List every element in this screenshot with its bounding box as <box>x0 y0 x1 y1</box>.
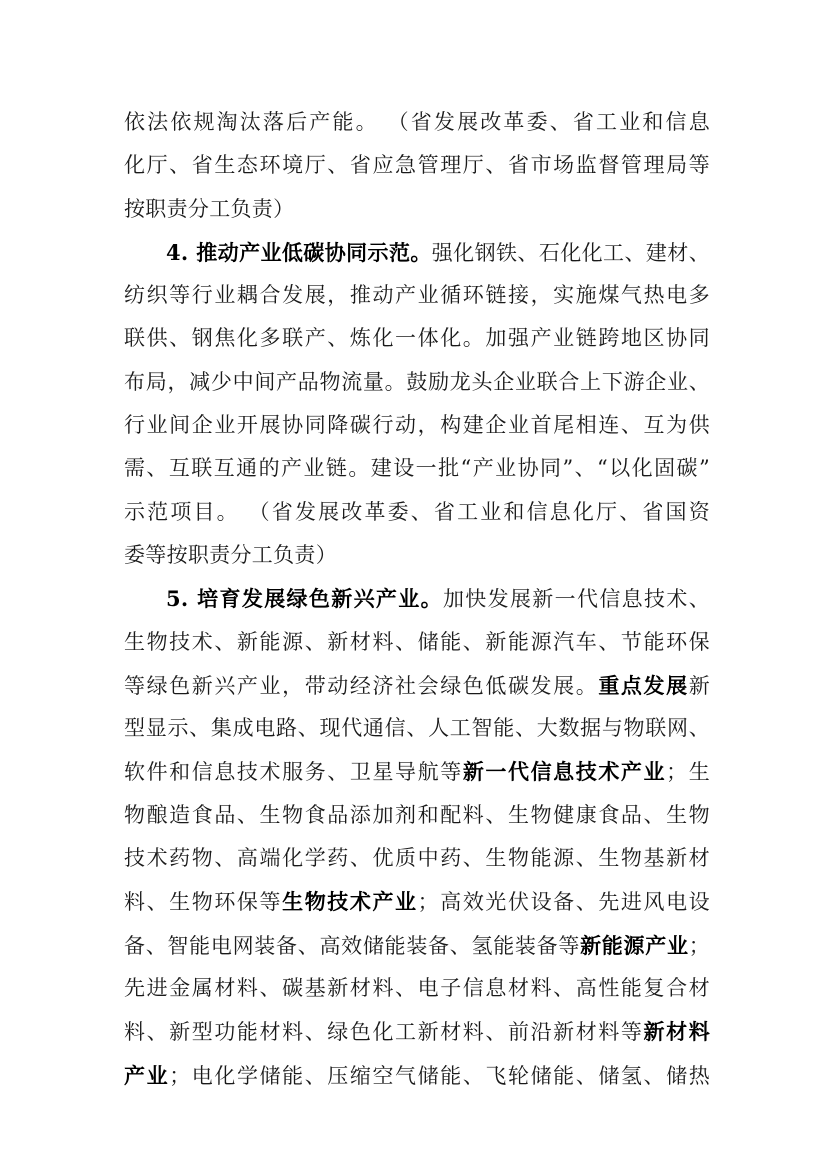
text-line <box>124 707 710 750</box>
text-segment: 纺织等行业耦合发展，推动产业循环链接，实施煤气热电多 <box>124 283 710 308</box>
text-line <box>124 101 710 144</box>
text-segment: 技术药物、高端化学药、优质中药、生物能源、生物基新材 <box>124 846 710 871</box>
bold-text: 新能源产业 <box>580 932 689 958</box>
bold-text: 生物技术产业 <box>282 889 418 915</box>
text-segment: 强化钢铁、石化化工、建材、 <box>431 240 710 265</box>
text-line <box>124 794 710 837</box>
text-segment: 先进金属材料、碳基新材料、电子信息材料、高性能复合材 <box>124 975 710 1000</box>
text-line <box>124 880 710 923</box>
text-segment: 委等按职责分工负责） <box>124 542 337 567</box>
text-segment: ；高效光伏设备、先进风电设 <box>417 890 710 915</box>
text-segment: 化厅、省生态环境厅、省应急管理厅、省市场监督管理局等 <box>124 153 710 178</box>
text-line <box>124 1054 710 1097</box>
text-line <box>124 491 710 534</box>
text-segment: 新 <box>688 673 710 698</box>
bold-text: 产业 <box>124 1062 170 1088</box>
text-segment: 软件和信息技术服务、卫星导航等 <box>124 760 463 785</box>
text-line <box>124 750 710 793</box>
bold-text: 4. 推动产业低碳协同示范。 <box>166 239 432 265</box>
text-line <box>124 404 710 447</box>
bold-text: 新材料 <box>643 1019 710 1045</box>
text-segment: 型显示、集成电路、现代通信、人工智能、大数据与物联网、 <box>124 716 710 741</box>
text-segment: 需、互联互通的产业链。建设一批“产业协同”、“以化固碳” <box>124 456 710 481</box>
text-line <box>124 837 710 880</box>
text-line <box>124 274 710 317</box>
text-line <box>124 577 710 620</box>
text-line <box>124 664 710 707</box>
bold-text: 新一代信息技术产业 <box>462 759 667 785</box>
text-segment: 行业间企业开展协同降碳行动，构建企业首尾相连、互为供 <box>124 413 710 438</box>
text-segment: ； <box>688 933 710 958</box>
text-segment: 示范项目。 （省发展改革委、省工业和信息化厅、省国资 <box>124 499 710 524</box>
document-page <box>124 101 710 1097</box>
text-line <box>124 144 710 187</box>
text-segment: 依法依规淘汰落后产能。 （省发展改革委、省工业和信息 <box>124 110 710 134</box>
text-line <box>124 188 710 231</box>
text-line <box>124 1010 710 1053</box>
text-segment: 等绿色新兴产业，带动经济社会绿色低碳发展。 <box>124 673 599 698</box>
text-line <box>124 621 710 664</box>
text-line <box>124 967 710 1010</box>
text-line <box>124 447 710 490</box>
bold-text: 重点发展 <box>598 672 689 698</box>
text-segment: 布局，减少中间产品物流量。鼓励龙头企业联合上下游企业、 <box>124 369 710 394</box>
text-segment: 物酿造食品、生物食品添加剂和配料、生物健康食品、生物 <box>124 802 710 827</box>
text-line <box>124 361 710 404</box>
text-line <box>124 534 710 577</box>
text-line <box>124 231 710 274</box>
text-segment: 料、生物环保等 <box>124 890 283 915</box>
text-segment: 料、新型功能材料、绿色化工新材料、前沿新材料等 <box>124 1020 644 1045</box>
text-line <box>124 924 710 967</box>
text-segment: ；生 <box>666 760 710 785</box>
text-segment: ；电化学储能、压缩空气储能、飞轮储能、储氢、储热 <box>169 1063 710 1088</box>
text-segment: 生物技术、新能源、新材料、储能、新能源汽车、节能环保 <box>124 629 710 654</box>
text-segment: 联供、钢焦化多联产、炼化一体化。加强产业链跨地区协同 <box>124 326 710 351</box>
text-line <box>124 317 710 360</box>
text-segment: 加快发展新一代信息技术、 <box>442 587 710 612</box>
text-segment: 按职责分工负责） <box>124 196 295 221</box>
bold-text: 5. 培育发展绿色新兴产业。 <box>166 586 443 612</box>
text-segment: 备、智能电网装备、高效储能装备、氢能装备等 <box>124 933 581 958</box>
